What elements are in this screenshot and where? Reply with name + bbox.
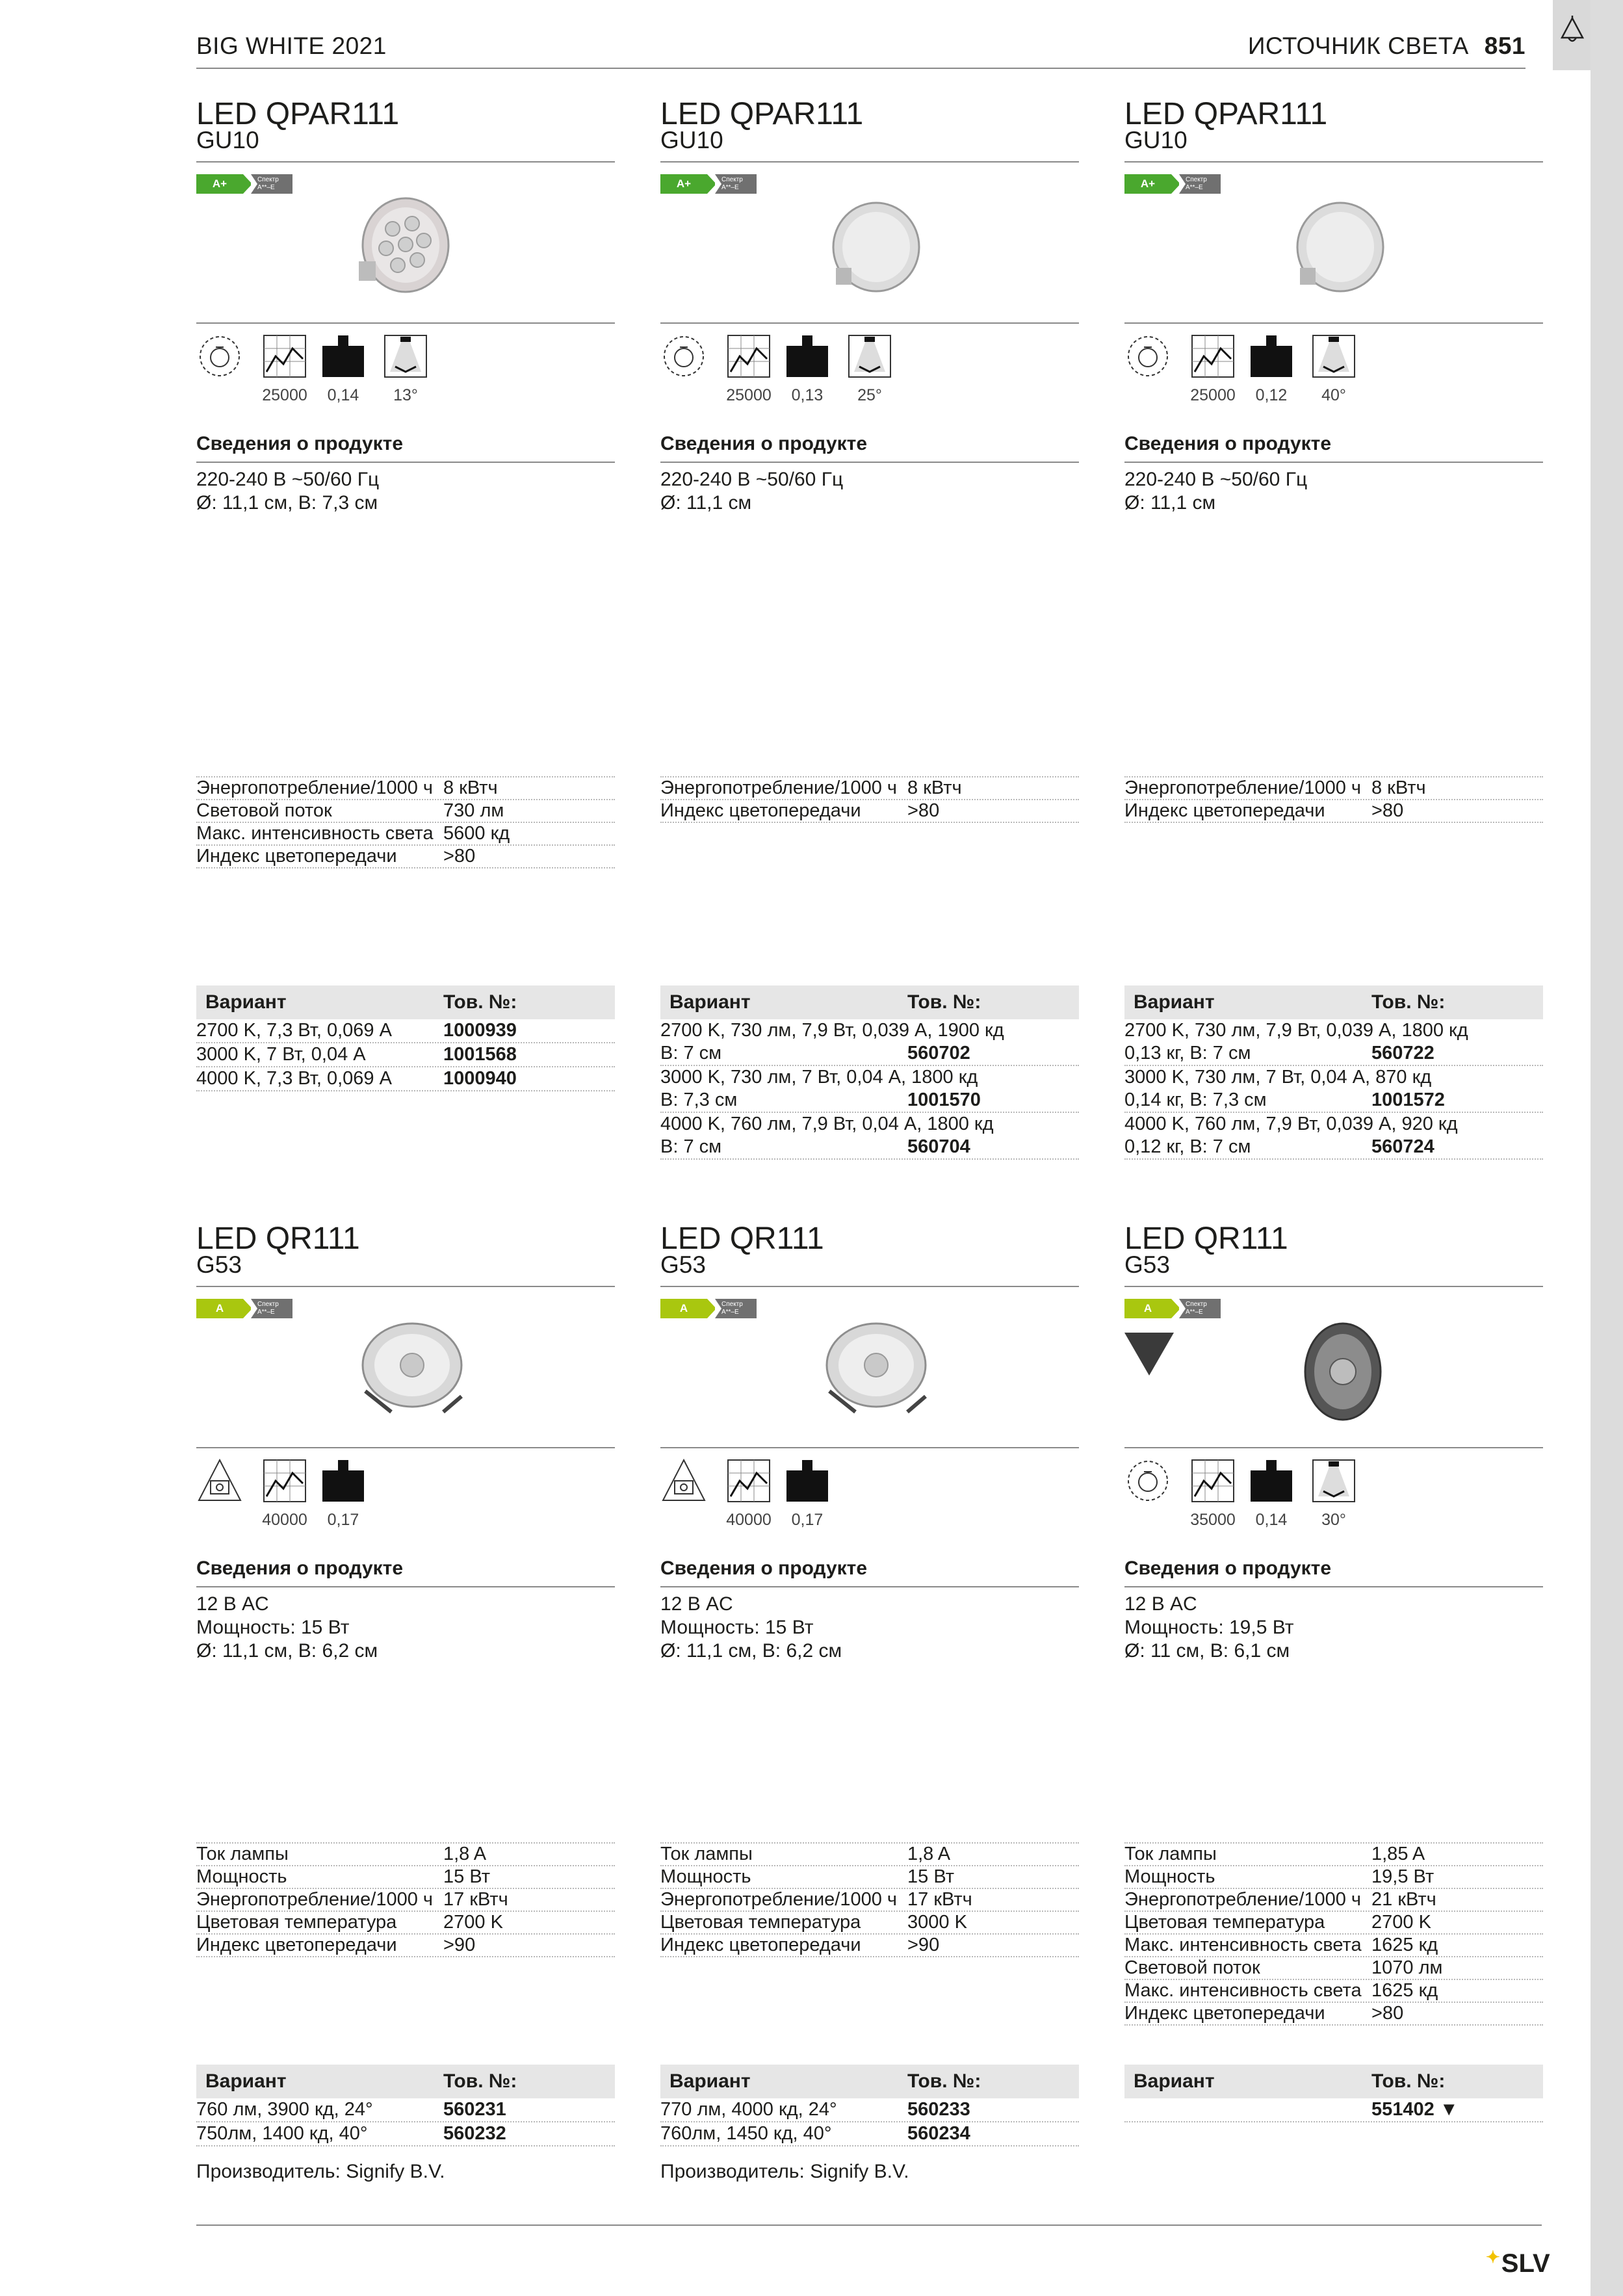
variant-row[interactable]: 4000 K, 7,3 Вт, 0,069 A 1000940 [196, 1067, 615, 1091]
variant-row[interactable]: 3000 K, 730 лм, 7 Вт, 0,04 A, 1800 кд В: 7,3 см 1001570 [660, 1066, 1079, 1113]
product-photo [1287, 196, 1391, 300]
photo-rule [660, 1447, 1079, 1448]
beam-angle-value: 40° [1321, 386, 1346, 404]
product-socket: G53 [660, 1251, 706, 1278]
info-text: 12 В AC Мощность: 19,5 Вт Ø: 11 см, В: 6,1 см [1124, 1593, 1294, 1662]
spec-row: Индекс цветопередачи >80 [1124, 2002, 1543, 2026]
section-tab[interactable] [1553, 0, 1591, 70]
info-rule [660, 1586, 1079, 1587]
product-title: LED QPAR111 [1124, 97, 1328, 131]
weight-value: 0,17 [791, 1511, 824, 1529]
spec-row: Индекс цветопередачи >90 [660, 1933, 1079, 1957]
spec-row: Ток лампы 1,8 A [660, 1842, 1079, 1865]
product-socket: GU10 [196, 127, 259, 153]
lifetime-icon [725, 1457, 772, 1504]
info-rule [1124, 462, 1543, 463]
lifetime-icon [1189, 333, 1236, 380]
lifetime-icon [725, 333, 772, 380]
spec-row: Световой поток 1070 лм [1124, 1956, 1543, 1979]
spec-row: Ток лампы 1,8 A [196, 1842, 615, 1865]
variant-header: Вариант Тов. №: [660, 2065, 1079, 2098]
beam-angle-icon [382, 333, 429, 380]
product-socket: G53 [1124, 1251, 1170, 1278]
dimmable-icon [660, 333, 707, 380]
weight-icon [784, 333, 831, 380]
photo-rule [196, 322, 615, 324]
lifetime-value: 35000 [1190, 1511, 1236, 1529]
beam-angle-value: 13° [393, 386, 418, 404]
spec-table [196, 776, 615, 868]
spec-table [1124, 776, 1543, 823]
info-rule [660, 462, 1079, 463]
spec-row: Индекс цветопередачи >80 [1124, 799, 1543, 823]
dimmable-icon [196, 333, 243, 380]
variant-table [1124, 2065, 1543, 2122]
lamp-icon [1558, 16, 1587, 47]
lifetime-value: 25000 [262, 386, 307, 404]
info-text: 12 В AC Мощность: 15 Вт Ø: 11,1 см, В: 6,2 см [660, 1593, 842, 1662]
variant-row[interactable]: 4000 K, 760 лм, 7,9 Вт, 0,039 A, 920 кд 0,12 кг, В: 7 см 560724 [1124, 1113, 1543, 1160]
weight-value: 0,14 [327, 386, 359, 404]
title-rule [196, 161, 615, 163]
title-rule [660, 1286, 1079, 1287]
manufacturer: Производитель: Signify B.V. [660, 2161, 909, 2182]
spec-table [196, 1842, 615, 1957]
variant-header: Вариант Тов. №: [1124, 985, 1543, 1019]
weight-value: 0,14 [1255, 1511, 1288, 1529]
spec-row: Энергопотребление/1000 ч 17 кВтч [660, 1888, 1079, 1911]
spec-row: Энергопотребление/1000 ч 8 кВтч [196, 776, 615, 799]
variant-table [660, 985, 1079, 1160]
lifetime-value: 25000 [726, 386, 772, 404]
spec-row: Световой поток 730 лм [196, 799, 615, 822]
manufacturer: Производитель: Signify B.V. [196, 2161, 445, 2182]
spec-row: Энергопотребление/1000 ч 21 кВтч [1124, 1888, 1543, 1911]
spec-row: Энергопотребление/1000 ч 8 кВтч [1124, 776, 1543, 799]
variant-row[interactable]: 4000 K, 760 лм, 7,9 Вт, 0,04 A, 1800 кд В: 7 см 560704 [660, 1113, 1079, 1160]
variant-row[interactable]: 3000 K, 7 Вт, 0,04 A 1001568 [196, 1043, 615, 1067]
spec-row: Макс. интенсивность света 5600 кд [196, 822, 615, 844]
spec-row: Цветовая температура 2700 K [196, 1911, 615, 1933]
spec-row: Индекс цветопередачи >80 [196, 844, 615, 868]
beam-angle-value: 30° [1321, 1511, 1346, 1529]
product-title: LED QR111 [660, 1221, 824, 1256]
beam-angle-icon [1310, 333, 1357, 380]
spark-icon: ✦ [1486, 2247, 1500, 2267]
info-text: 220-240 В ~50/60 Гц Ø: 11,1 см, В: 7,3 см [196, 469, 380, 514]
variant-row[interactable]: 760 лм, 3900 кд, 24° 560231 [196, 2098, 615, 2122]
transformer-icon [660, 1457, 707, 1504]
energy-label: A+ Спектр A**–E [660, 174, 764, 194]
product-socket: GU10 [660, 127, 723, 153]
catalog-title: BIG WHITE 2021 [196, 33, 387, 59]
variant-row[interactable]: 770 лм, 4000 кд, 24° 560233 [660, 2098, 1079, 2122]
spec-row: Цветовая температура 2700 K [1124, 1911, 1543, 1933]
variant-header: Вариант Тов. №: [196, 2065, 615, 2098]
product-title: LED QPAR111 [196, 97, 400, 131]
variant-header: Вариант Тов. №: [660, 985, 1079, 1019]
slv-logo: ✦SLV [1486, 2247, 1550, 2278]
energy-label: A Спектр A**–E [1124, 1299, 1228, 1318]
beam-angle-icon [846, 333, 893, 380]
spec-row: Энергопотребление/1000 ч 17 кВтч [196, 1888, 615, 1911]
weight-value: 0,12 [1255, 386, 1288, 404]
lifetime-icon [261, 333, 308, 380]
title-rule [196, 1286, 615, 1287]
variant-row[interactable]: 760лм, 1450 кд, 40° 560234 [660, 2122, 1079, 2146]
spec-row: Мощность 19,5 Вт [1124, 1865, 1543, 1888]
weight-icon [320, 1457, 367, 1504]
weight-icon [1248, 333, 1295, 380]
variant-header: Вариант Тов. №: [1124, 2065, 1543, 2098]
header-rule [196, 68, 1526, 69]
spec-row: Макс. интенсивность света 1625 кд [1124, 1979, 1543, 2002]
variant-table [1124, 985, 1543, 1160]
dimmable-icon [1124, 333, 1171, 380]
variant-row[interactable]: 551402 ▼ [1124, 2098, 1543, 2122]
weight-value: 0,13 [791, 386, 824, 404]
variant-row[interactable]: 2700 K, 730 лм, 7,9 Вт, 0,039 A, 1800 кд 0,13 кг, В: 7 см 560722 [1124, 1019, 1543, 1066]
variant-header: Вариант Тов. №: [196, 985, 615, 1019]
weight-icon [320, 333, 367, 380]
photo-rule [1124, 322, 1543, 324]
info-text: 12 В AC Мощность: 15 Вт Ø: 11,1 см, В: 6,2 см [196, 1593, 378, 1662]
section-title: ИСТОЧНИК СВЕТА 851 [1247, 33, 1526, 59]
spec-row: Мощность 15 Вт [660, 1865, 1079, 1888]
variant-table [660, 2065, 1079, 2146]
weight-icon [1248, 1457, 1295, 1504]
product-photo [816, 1314, 933, 1425]
product-photo [823, 196, 927, 300]
product-title: LED QR111 [196, 1221, 360, 1256]
spec-table [1124, 1842, 1543, 2026]
product-title: LED QPAR111 [660, 97, 864, 131]
product-socket: G53 [196, 1251, 242, 1278]
info-text: 220-240 В ~50/60 Гц Ø: 11,1 см [660, 469, 844, 514]
dimmable-icon [1124, 1457, 1171, 1504]
info-rule [196, 462, 615, 463]
photo-rule [196, 1447, 615, 1448]
product-title: LED QR111 [1124, 1221, 1288, 1256]
product-photo [1293, 1314, 1391, 1428]
weight-value: 0,17 [327, 1511, 359, 1529]
energy-label: A+ Спектр A**–E [1124, 174, 1228, 194]
variant-row[interactable]: 3000 K, 730 лм, 7 Вт, 0,04 A, 870 кд 0,14 кг, В: 7,3 см 1001572 [1124, 1066, 1543, 1113]
energy-label: A Спектр A**–E [660, 1299, 764, 1318]
discontinued-triangle-icon [1124, 1333, 1174, 1376]
info-heading: Сведения о продукте [660, 433, 868, 454]
energy-label: A Спектр A**–E [196, 1299, 300, 1318]
beam-angle-icon [1310, 1457, 1357, 1504]
info-heading: Сведения о продукте [196, 1558, 404, 1579]
footer-rule [196, 2224, 1542, 2226]
variant-table [196, 985, 615, 1091]
lifetime-value: 25000 [1190, 386, 1236, 404]
variant-table [196, 2065, 615, 2146]
product-photo [352, 1314, 469, 1425]
lifetime-icon [1189, 1457, 1236, 1504]
photo-rule [660, 322, 1079, 324]
product-socket: GU10 [1124, 127, 1188, 153]
spec-row: Ток лампы 1,85 A [1124, 1842, 1543, 1865]
lifetime-icon [261, 1457, 308, 1504]
page-edge-bar [1591, 0, 1623, 2296]
variant-row[interactable]: 2700 K, 7,3 Вт, 0,069 A 1000939 [196, 1019, 615, 1043]
variant-row[interactable]: 750лм, 1400 кд, 40° 560232 [196, 2122, 615, 2146]
page-number: 851 [1484, 33, 1526, 59]
spec-row: Цветовая температура 3000 K [660, 1911, 1079, 1933]
lifetime-value: 40000 [262, 1511, 307, 1529]
spec-row: Мощность 15 Вт [196, 1865, 615, 1888]
variant-row[interactable]: 2700 K, 730 лм, 7,9 Вт, 0,039 A, 1900 кд В: 7 см 560702 [660, 1019, 1079, 1066]
info-rule [1124, 1586, 1543, 1587]
title-rule [660, 161, 1079, 163]
title-rule [1124, 161, 1543, 163]
info-heading: Сведения о продукте [1124, 1558, 1332, 1579]
info-text: 220-240 В ~50/60 Гц Ø: 11,1 см [1124, 469, 1308, 514]
spec-table [660, 776, 1079, 823]
spec-row: Индекс цветопередачи >80 [660, 799, 1079, 823]
beam-angle-value: 25° [857, 386, 882, 404]
lifetime-value: 40000 [726, 1511, 772, 1529]
transformer-icon [196, 1457, 243, 1504]
info-heading: Сведения о продукте [660, 1558, 868, 1579]
spec-table [660, 1842, 1079, 1957]
energy-label: A+ Спектр A**–E [196, 174, 300, 194]
info-heading: Сведения о продукте [1124, 433, 1332, 454]
spec-row: Индекс цветопередачи >90 [196, 1933, 615, 1957]
spec-row: Макс. интенсивность света 1625 кд [1124, 1933, 1543, 1956]
info-heading: Сведения о продукте [196, 433, 404, 454]
product-photo [352, 190, 456, 300]
photo-rule [1124, 1447, 1543, 1448]
weight-icon [784, 1457, 831, 1504]
info-rule [196, 1586, 615, 1587]
title-rule [1124, 1286, 1543, 1287]
spec-row: Энергопотребление/1000 ч 8 кВтч [660, 776, 1079, 799]
